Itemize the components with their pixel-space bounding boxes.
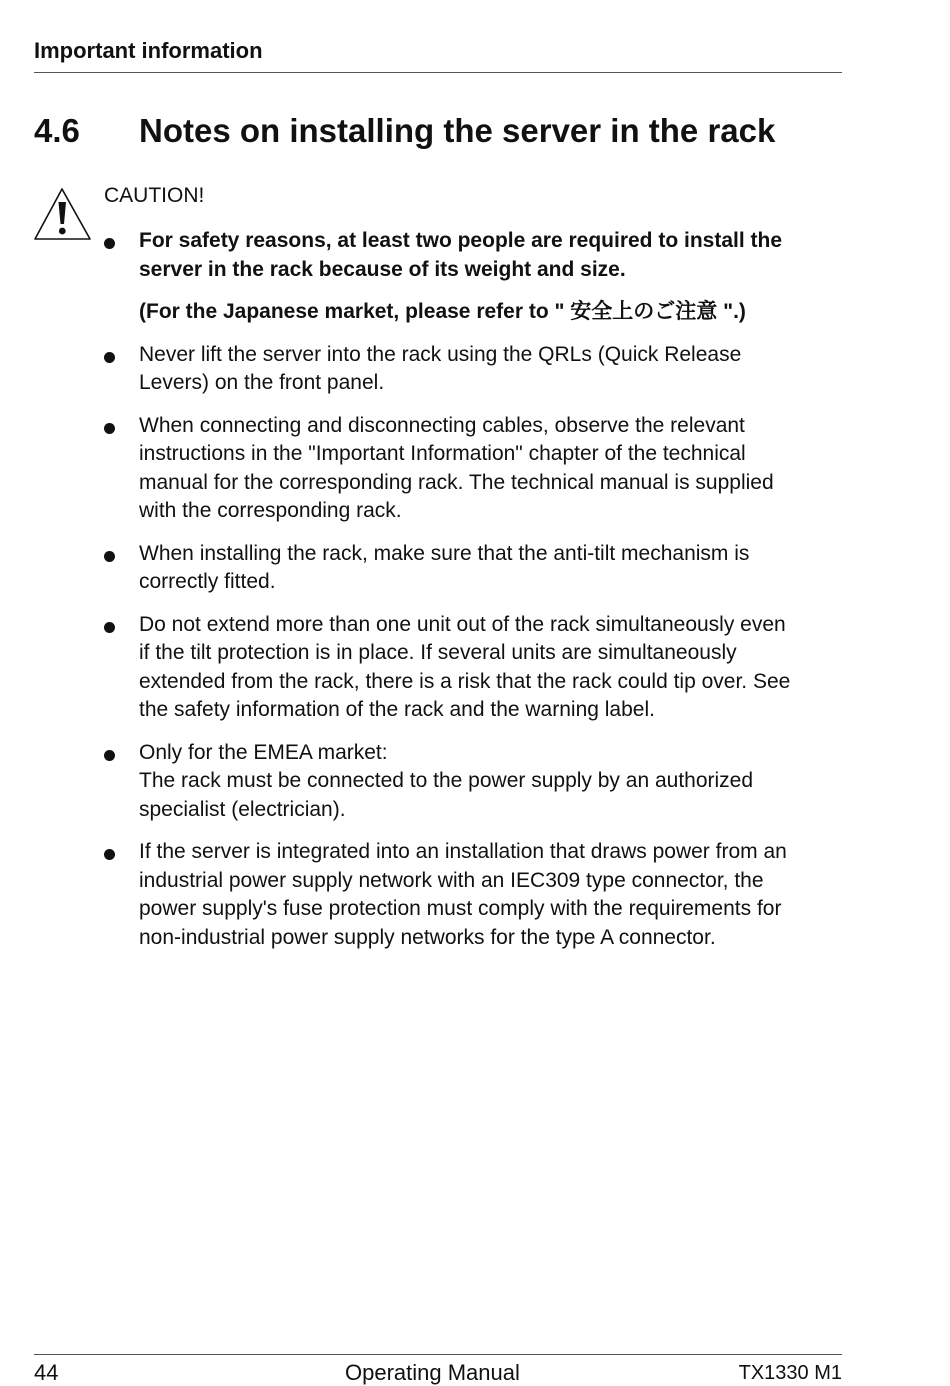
list-item-line: Only for the EMEA market: — [139, 740, 388, 764]
running-header: Important information — [34, 38, 263, 63]
page-number: 44 — [34, 1360, 59, 1385]
bullet-icon — [104, 622, 115, 633]
list-item — [104, 739, 844, 825]
caution-triangle-icon — [33, 186, 93, 242]
list-item-line: the safety information of the rack and the warning label. — [139, 698, 655, 721]
model-name: TX1330 M1 — [738, 1362, 842, 1384]
list-item-line: For safety reasons, at least two people are required to install the — [139, 229, 783, 252]
list-item-line: manual for the corresponding rack. The technical manual is supplied — [139, 470, 774, 494]
list-item-line: Levers) on the front panel. — [139, 371, 385, 394]
list-item-line: When installing the rack, make sure that the anti-tilt mechanism is — [139, 541, 750, 565]
list-item-line: with the corresponding rack. — [139, 499, 402, 522]
list-item — [104, 611, 844, 725]
list-item — [104, 838, 844, 952]
list-item-line: If the server is integrated into an installation that draws power from an — [139, 840, 787, 863]
list-item — [104, 540, 844, 597]
list-item-line: Do not extend more than one unit out of the rack simultaneously even — [139, 612, 786, 636]
list-item-line: non-industrial power supply networks for the type A connector. — [139, 925, 716, 949]
japanese-market-note: (For the Japanese market, please refer to " 安全上のご注意 ".) — [139, 300, 746, 323]
list-item-line: correctly fitted. — [139, 570, 276, 593]
list-item — [104, 412, 844, 526]
header-divider — [34, 72, 842, 73]
list-item-line: When connecting and disconnecting cables, observe the relevant — [139, 413, 745, 437]
bullet-icon — [104, 849, 115, 860]
list-item-line: instructions in the "Important Information" chapter of the technical — [139, 442, 746, 465]
list-item-line: industrial power supply network with an IEC309 type connector, the — [139, 868, 764, 892]
list-item-line: if the tilt protection is in place. If several units are simultaneously — [139, 641, 737, 664]
list-item-line: The rack must be connected to the power supply by an authorized — [139, 769, 754, 792]
manual-name: Operating Manual — [345, 1360, 520, 1385]
section-number: 4.6 — [34, 112, 80, 149]
bullet-icon — [104, 551, 115, 562]
list-item-line: power supply's fuse protection must comply with the requirements for — [139, 897, 782, 920]
list-item-line: Never lift the server into the rack using the QRLs (Quick Release — [139, 342, 742, 366]
caution-list — [104, 227, 844, 966]
bullet-icon — [104, 238, 115, 249]
list-item-line: server in the rack because of its weight and size. — [139, 257, 626, 281]
caution-label: CAUTION! — [104, 184, 205, 207]
list-item-line: extended from the rack, there is a risk that the rack could tip over. See — [139, 669, 791, 693]
footer-divider — [34, 1354, 842, 1355]
list-item-line: specialist (electrician). — [139, 797, 346, 821]
bullet-icon — [104, 423, 115, 434]
section-title: Notes on installing the server in the rack — [139, 112, 776, 149]
list-item — [104, 341, 844, 398]
bullet-icon — [104, 352, 115, 363]
list-item — [104, 227, 844, 284]
bullet-icon — [104, 750, 115, 761]
